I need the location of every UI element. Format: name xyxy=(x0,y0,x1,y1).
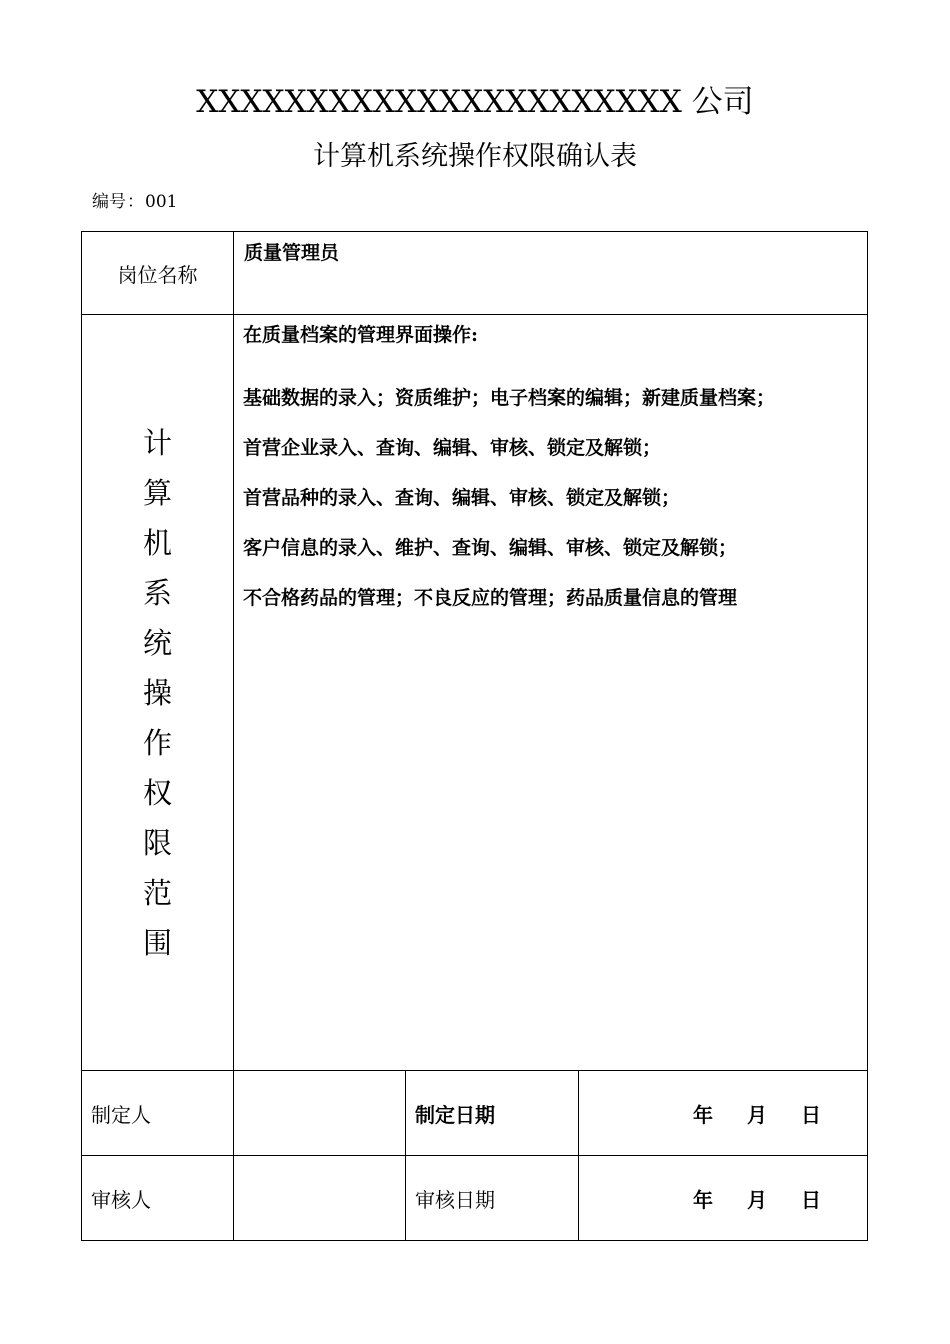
post-name-label: 岗位名称 xyxy=(82,232,234,315)
scope-row xyxy=(82,315,868,1071)
scope-item: 首营企业录入、查询、编辑、审核、锁定及解锁； xyxy=(243,437,662,459)
permission-scope-label xyxy=(82,315,234,1071)
document-number xyxy=(92,190,177,214)
make-date-label: 制定日期 xyxy=(406,1071,579,1156)
permission-scope-list xyxy=(234,315,868,1071)
scope-item: 基础数据的录入；资质维护；电子档案的编辑；新建质量档案； xyxy=(243,387,776,409)
maker-value xyxy=(234,1071,406,1156)
review-date-label: 审核日期 xyxy=(406,1156,579,1241)
reviewer-label: 审核人 xyxy=(82,1156,234,1241)
reviewer-value xyxy=(234,1156,406,1241)
scope-label-char: 算 xyxy=(142,475,172,510)
month-label: 月 xyxy=(747,1102,768,1127)
year-label: 年 xyxy=(693,1187,714,1212)
company-name: XXXXXXXXXXXXXXXXXXXXXX 公司 xyxy=(196,84,754,120)
month-label: 月 xyxy=(747,1187,768,1212)
scope-label-char: 范 xyxy=(142,875,172,910)
post-name-value: 质量管理员 xyxy=(234,232,868,315)
scope-label-char: 系 xyxy=(142,575,172,610)
document-number-value: 001 xyxy=(145,192,178,212)
scope-label-char: 计 xyxy=(142,425,172,460)
document-number-separator: ： xyxy=(127,192,144,212)
permission-table xyxy=(81,231,868,1241)
scope-label-char: 机 xyxy=(142,525,172,560)
make-date-value xyxy=(579,1071,868,1156)
review-date-value xyxy=(579,1156,868,1241)
scope-item: 不合格药品的管理；不良反应的管理；药品质量信息的管理 xyxy=(243,587,738,609)
day-label: 日 xyxy=(801,1102,822,1127)
scope-label-char: 操 xyxy=(142,675,172,710)
maker-row xyxy=(82,1071,868,1156)
scope-intro: 在质量档案的管理界面操作: xyxy=(243,324,479,346)
scope-item: 客户信息的录入、维护、查询、编辑、审核、锁定及解锁； xyxy=(243,537,738,559)
day-label: 日 xyxy=(801,1187,822,1212)
form-title: 计算机系统操作权限确认表 xyxy=(313,141,637,172)
scope-label-char: 统 xyxy=(142,625,172,660)
reviewer-row xyxy=(82,1156,868,1241)
scope-item: 首营品种的录入、查询、编辑、审核、锁定及解锁； xyxy=(243,487,681,509)
post-row xyxy=(82,232,868,315)
year-label: 年 xyxy=(693,1102,714,1127)
scope-label-char: 限 xyxy=(142,825,172,860)
maker-label: 制定人 xyxy=(82,1071,234,1156)
scope-label-char: 作 xyxy=(142,725,172,760)
scope-label-char: 权 xyxy=(142,775,172,810)
document-number-label: 编号 xyxy=(92,192,126,212)
scope-label-char: 围 xyxy=(142,925,172,960)
